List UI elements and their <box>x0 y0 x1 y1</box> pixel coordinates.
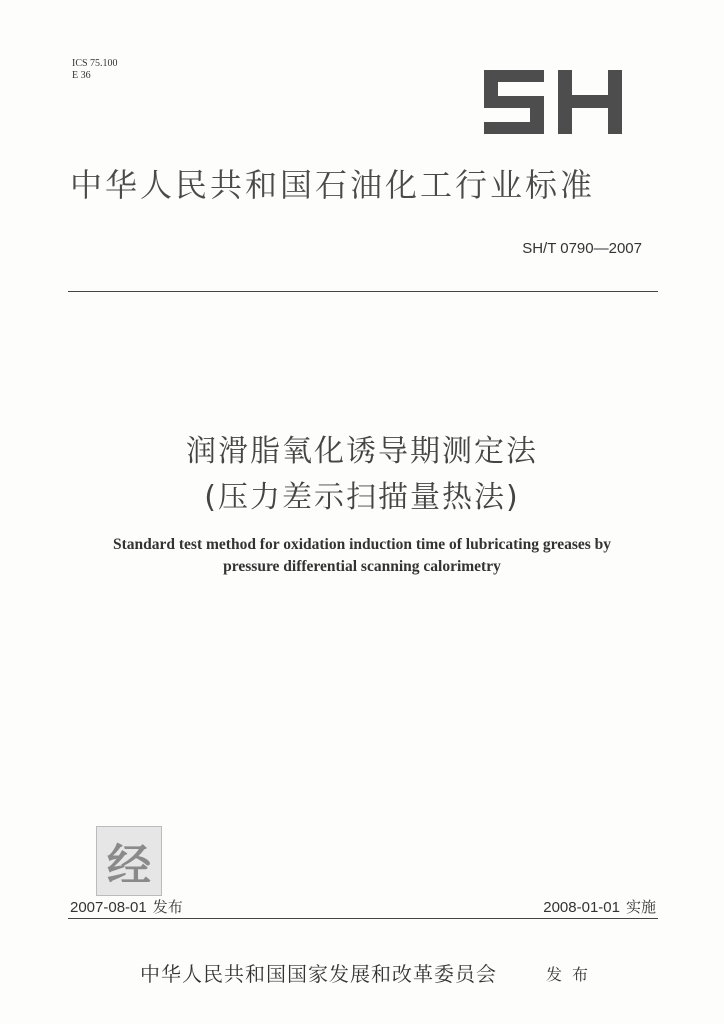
bottom-divider <box>68 918 658 919</box>
title-cn-line2: (压力差示扫描量热法) <box>204 480 520 515</box>
distributor-stamp <box>96 826 162 896</box>
top-divider <box>68 291 658 292</box>
publish-date: 2007-08-01 <box>70 899 147 916</box>
title-cn-line1: 润滑脂氧化诱导期测定法 <box>186 434 538 469</box>
ccs-code: E 36 <box>72 70 91 81</box>
stamp-character: 经 <box>107 840 151 891</box>
implement-date-block <box>543 896 656 917</box>
standard-category: 中华人民共和国石油化工行业标准 <box>70 166 596 204</box>
ics-code: ICS 75.100 <box>72 58 118 69</box>
classification-codes <box>72 58 118 82</box>
publish-date-block <box>70 896 183 917</box>
implement-date: 2008-01-01 <box>543 899 620 916</box>
sh-logo <box>482 68 624 136</box>
implement-label: 实施 <box>625 898 656 916</box>
title-en-line2: pressure differential scanning calorimetry <box>223 558 501 575</box>
sh-logo-graphic <box>482 68 624 136</box>
standard-code: SH/T 0790—2007 <box>522 240 642 257</box>
issuing-authority: 中华人民共和国国家发展和改革委员会 <box>140 962 497 986</box>
title-en-line1: Standard test method for oxidation induction time of lubricating greases by <box>112 536 612 553</box>
publish-label: 发布 <box>152 898 183 916</box>
issuing-action: 发布 <box>546 965 599 984</box>
